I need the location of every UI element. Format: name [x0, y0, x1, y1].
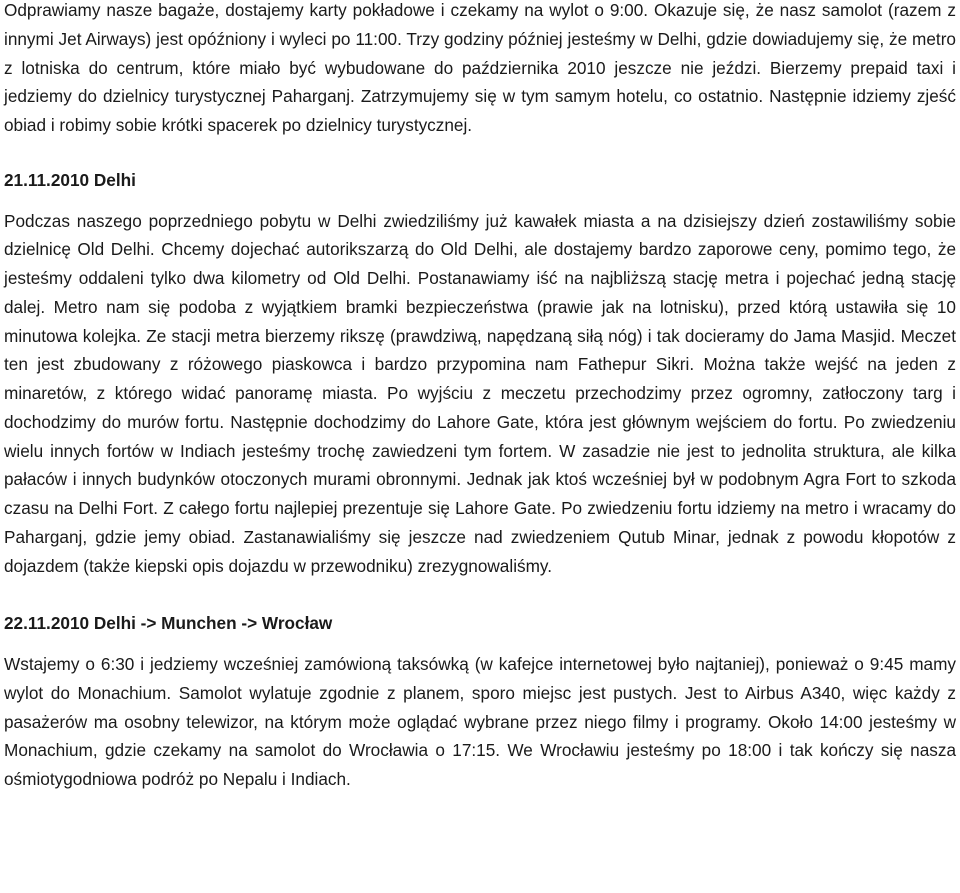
section-paragraph-delhi: Podczas naszego poprzedniego pobytu w Delhi zwiedziliśmy już kawałek miasta a na dzisiejszy dzień zostawiliśmy sobie dzielnicę Old Delhi. Chcemy dojechać autorikszarzą do Old Delhi, ale dostajemy bardzo zaporowe ceny, pomimo tego, że jesteśmy oddaleni tylko dwa kilometry od Old Delhi. Postanawiamy iść na najbliższą stację metra i pojechać jedną stację dalej. Metro nam się podoba z wyjątkiem bramki bezpieczeństwa (prawie jak na lotnisku), przed którą ustawiła się 10 minutowa kolejka. Ze stacji metra bierzemy rikszę (prawdziwą, napędzaną siłą nóg) i tak docieramy do Jama Masjid. Meczet ten jest zbudowany z różowego piaskowca i bardzo przypomina nam Fathepur Sikri. Można także wejść na jeden z minaretów, z którego widać panoramę miasta. Po wyjściu z meczetu przechodzimy przez ogromny, zatłoczony targ i dochodzimy do murów fortu. Następnie dochodzimy do Lahore Gate, która jest głównym wejściem do fortu. Po zwiedzeniu wielu innych fortów w Indiach jesteśmy trochę zawiedzeni tym fortem. W zasadzie nie jest to jednolita struktura, ale kilka pałaców i innych budynków otoczonych murami obronnymi. Jednak jak ktoś wcześniej był w podobnym Agra Fort to szkoda czasu na Delhi Fort. Z całego fortu najlepiej prezentuje się Lahore Gate. Po zwiedzeniu fortu idziemy na metro i wracamy do Paharganj, gdzie jemy obiad. Zastanawialiśmy się jeszcze nad zwiedzeniem Qutub Minar, jednak z powodu kłopotów z dojazdem (także kiepski opis dojazdu w przewodniku) zrezygnowaliśmy.	[4, 210, 956, 576]
intro-paragraph: Odprawiamy nasze bagaże, dostajemy karty pokładowe i czekamy na wylot o 9:00. Okazuje się, że nasz samolot (razem z innymi Jet Airways) jest opóźniony i wyleci po 11:00. Trzy godziny później jesteśmy w Delhi, gdzie dowiadujemy się, że metro z lotniska do centrum, które miało być wybudowane do października 2010 jeszcze nie jeździ. Bierzemy prepaid taxi i jedziemy do dzielnicy turystycznej Paharganj. Zatrzymujemy się w tym samym hotelu, co ostatnio. Następnie idziemy zjeść obiad i robimy sobie krótki spacerek po dzielnicy turystycznej.	[4, 0, 956, 135]
section-heading-return: 22.11.2010 Delhi -> Munchen -> Wrocław	[4, 613, 333, 634]
section-paragraph-return: Wstajemy o 6:30 i jedziemy wcześniej zamówioną taksówką (w kafejce internetowej było najtaniej), ponieważ o 9:45 mamy wylot do Monachium. Samolot wylatuje zgodnie z planem, sporo miejsc jest pustych. Jest to Airbus A340, więc każdy z pasażerów ma osobny telewizor, na którym może oglądać wybrane przez niego filmy i programy. Około 14:00 jesteśmy w Monachium, gdzie czekamy na samolot do Wrocławia o 17:15. We Wrocławiu jesteśmy po 18:00 i tak kończy się nasza ośmiotygodniowa podróż po Nepalu i Indiach.	[4, 654, 956, 789]
section-heading-delhi: 21.11.2010 Delhi	[4, 169, 136, 190]
